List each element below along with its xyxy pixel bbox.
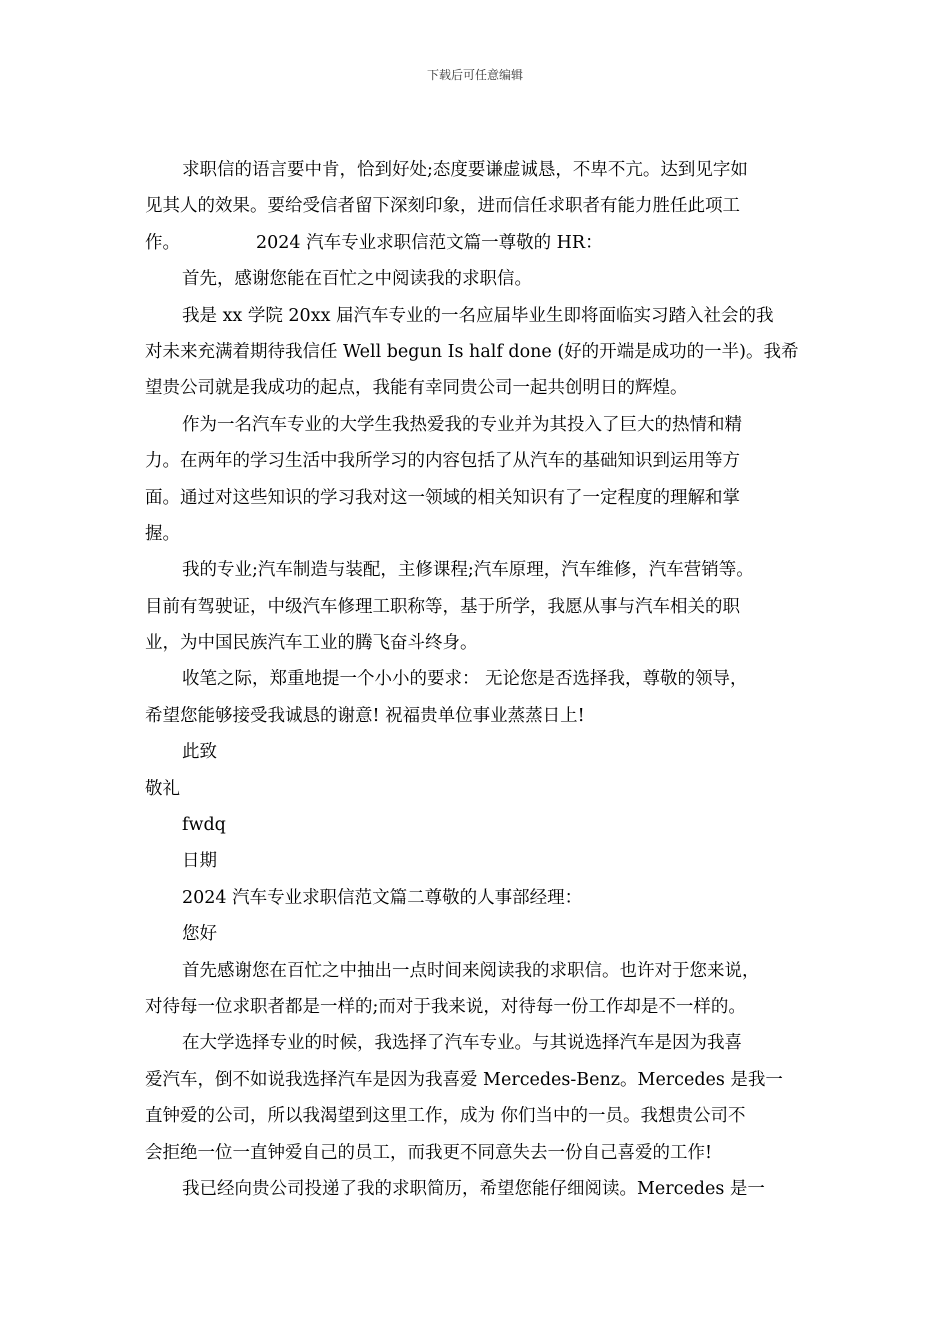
paragraph-line: 对待每一位求职者都是一样的;而对于我来说，对待每一份工作却是不一样的。: [145, 996, 746, 1017]
paragraph-line: 在大学选择专业的时候，我选择了汽车专业。与其说选择汽车是因为我喜: [182, 1033, 742, 1054]
paragraph-line: 我的专业;汽车制造与装配，主修课程;汽车原理，汽车维修，汽车营销等。: [182, 560, 754, 581]
closing-line: 此致: [182, 742, 217, 763]
signature-line: fwdq: [182, 815, 226, 836]
greeting-line: 您好: [182, 924, 217, 945]
paragraph-line: 见其人的效果。要给受信者留下深刻印象，进而信任求职者有能力胜任此项工: [145, 196, 740, 217]
line-text: 作。: [145, 232, 180, 253]
paragraph-line: 爱汽车，倒不如说我选择汽车是因为我喜爱 Mercedes-Benz。Mercedes 是我一: [145, 1069, 783, 1090]
paragraph-line: 会拒绝一位一直钟爱自己的员工，而我更不同意失去一份自己喜爱的工作!: [145, 1142, 713, 1163]
document-body: [145, 152, 815, 1207]
paragraph-line: 力。在两年的学习生活中我所学习的内容包括了从汽车的基础知识到运用等方: [145, 451, 740, 472]
paragraph-line: 目前有驾驶证，中级汽车修理工职称等，基于所学，我愿从事与汽车相关的职: [145, 596, 740, 617]
paragraph-line: 望贵公司就是我成功的起点，我能有幸同贵公司一起共创明日的辉煌。: [145, 378, 688, 399]
paragraph-line: 求职信的语言要中肯，恰到好处;态度要谦虚诚恳，不卑不亢。达到见字如: [182, 160, 748, 180]
closing-line: 敬礼: [145, 778, 180, 799]
paragraph-line: 希望您能够接受我诚恳的谢意! 祝福贵单位事业蒸蒸日上!: [145, 705, 585, 726]
paragraph-line: 我已经向贵公司投递了我的求职简历，希望您能仔细阅读。Mercedes 是一: [182, 1178, 765, 1199]
paragraph-line: 面。通过对这些知识的学习我对这一领域的相关知识有了一定程度的理解和掌: [145, 487, 740, 508]
date-line: 日期: [182, 851, 217, 872]
section-heading: 2024 汽车专业求职信范文篇一尊敬的 HR：: [256, 232, 603, 253]
page-header: 下载后可任意编辑: [426, 68, 523, 82]
paragraph-line: 对未来充满着期待我信任 Well begun Is half done (好的开端是成功的一半)。我希: [145, 341, 799, 362]
paragraph-line: 握。: [145, 523, 180, 544]
paragraph-line: 我是 xx 学院 20xx 届汽车专业的一名应届毕业生即将面临实习踏入社会的我: [182, 305, 774, 326]
paragraph-line: 首先，感谢您能在百忙之中阅读我的求职信。: [182, 269, 532, 290]
section-heading: 2024 汽车专业求职信范文篇二尊敬的人事部经理：: [182, 887, 583, 908]
paragraph-line: 首先感谢您在百忙之中抽出一点时间来阅读我的求职信。也许对于您来说，: [182, 960, 760, 981]
paragraph-line: [145, 225, 815, 261]
paragraph-line: 直钟爱的公司，所以我渴望到这里工作，成为 你们当中的一员。我想贵公司不: [145, 1106, 746, 1127]
paragraph-line: 作为一名汽车专业的大学生我热爱我的专业并为其投入了巨大的热情和精: [182, 414, 742, 435]
paragraph-line: 收笔之际，郑重地提一个小小的要求： 无论您是否选择我，尊敬的领导，: [182, 669, 748, 690]
paragraph-line: 业，为中国民族汽车工业的腾飞奋斗终身。: [145, 633, 478, 654]
